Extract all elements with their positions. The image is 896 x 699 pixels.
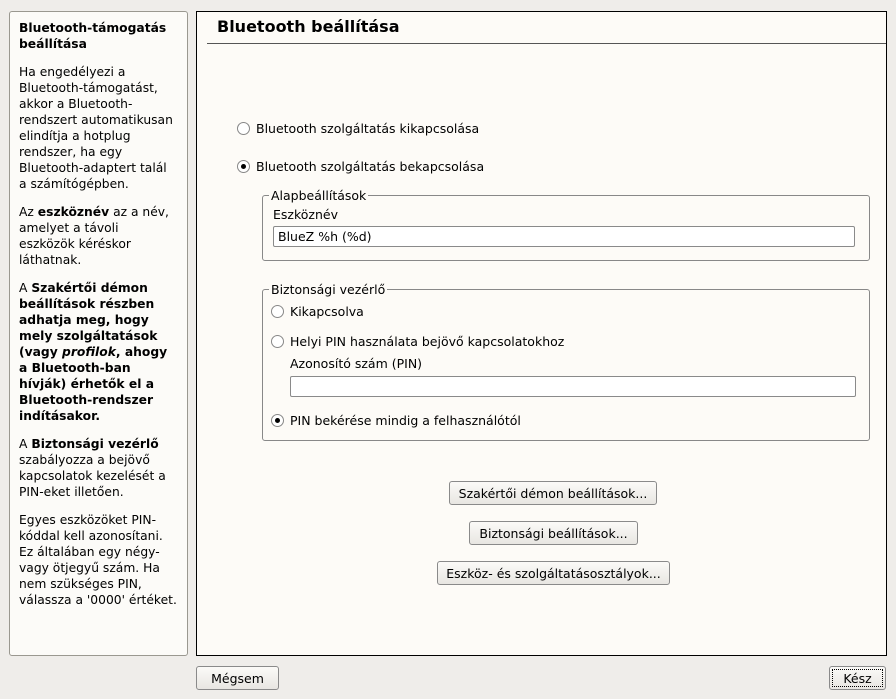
radio-label: PIN bekérése mindig a felhasználótól [290,413,521,428]
radio-label: Bluetooth szolgáltatás kikapcsolása [256,121,480,136]
radio-security-off[interactable] [271,304,364,319]
help-paragraph [19,204,178,268]
radio-service-on[interactable] [237,159,484,174]
radio-label: Bluetooth szolgáltatás bekapcsolása [256,159,485,174]
help-text-italic: profilok [62,345,116,359]
help-text: Az [19,205,38,219]
group-label: Alapbeállítások [271,188,367,203]
radio-icon [237,122,250,135]
help-panel [9,11,188,656]
radio-label: Helyi PIN használata bejövő kapcsolatokhoz [290,334,565,349]
help-paragraph: Egyes eszközöket PIN-kóddal kell azonosítani. Ez általában egy négy- vagy ötjegyű szám. Ha nem szükséges PIN, válassza a '0000' értéket. [19,513,177,607]
help-text: szabályozza a bejövő kapcsolatok kezelését a PIN-eket illetően. [19,453,166,499]
main-panel [196,11,887,656]
radio-checked-icon [237,160,250,173]
expert-daemon-settings-button[interactable]: Szakértői démon beállítások... [449,481,657,505]
help-text-bold: Szakértői démon beállítások részben adhatja meg, hogy mely szolgáltatások (vagy [19,281,158,359]
radio-local-pin[interactable] [271,334,564,349]
radio-icon [271,335,284,348]
help-text-bold: Biztonsági vezérlő [31,437,159,451]
help-paragraph [19,280,178,424]
pin-label: Azonosító szám (PIN) [290,356,423,371]
basic-settings-group [262,188,870,261]
device-name-label: Eszköznév [273,207,338,222]
title-divider [207,43,886,44]
security-settings-button[interactable]: Biztonsági beállítások... [469,521,638,545]
device-name-input[interactable] [273,226,855,247]
help-title: Bluetooth-támogatás beállítása [19,21,167,51]
help-text-bold: eszköznév [37,205,110,219]
help-paragraph [19,436,178,500]
pin-input[interactable] [290,376,856,397]
radio-checked-icon [271,414,284,427]
help-text: az a név, amelyet a távoli eszközök kéréskor láthatnak. [19,205,169,267]
radio-icon [271,305,284,318]
radio-service-off[interactable] [237,121,479,136]
group-label: Biztonsági vezérlő [271,282,386,297]
security-group [262,282,870,441]
help-text-bold: , ahogy a Bluetooth-ban hívják) érhetők el a Bluetooth-rendszer indításakor. [19,345,168,423]
page-title: Bluetooth beállítása [217,17,400,36]
help-text: A [19,437,32,451]
cancel-button[interactable]: Mégsem [196,666,279,690]
device-service-classes-button[interactable]: Eszköz- és szolgáltatásosztályok... [437,561,670,585]
help-paragraph: Ha engedélyezi a Bluetooth-támogatást, akkor a Bluetooth-rendszert automatikusan elindítja a hotplug rendszer, ha egy Bluetooth-adaptert talál a számítógépben. [19,65,173,191]
help-text: A [19,281,32,295]
radio-label: Kikapcsolva [290,304,364,319]
done-button[interactable]: Kész [829,666,886,690]
radio-ask-pin[interactable] [271,413,521,428]
